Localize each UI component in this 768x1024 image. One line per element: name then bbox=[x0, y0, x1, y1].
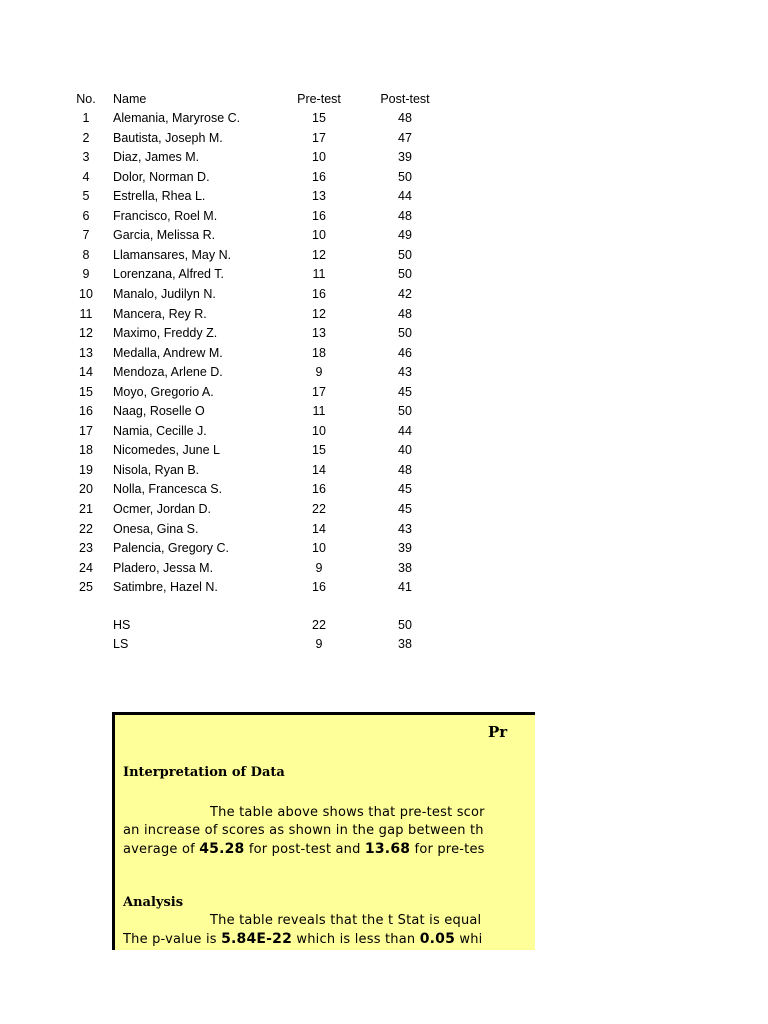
row-name: Onesa, Gina S. bbox=[113, 521, 199, 536]
row-pre-test: 14 bbox=[312, 462, 326, 477]
row-post-test: 38 bbox=[398, 560, 412, 575]
row-post-test: 41 bbox=[398, 580, 412, 595]
table-row bbox=[0, 284, 768, 304]
row-name: Estrella, Rhea L. bbox=[113, 189, 206, 204]
row-pre-test: 10 bbox=[312, 228, 326, 243]
row-name: Garcia, Melissa R. bbox=[113, 228, 216, 243]
row-post-test: 45 bbox=[398, 482, 412, 497]
table-row bbox=[0, 401, 768, 421]
row-no: 17 bbox=[79, 423, 93, 438]
row-no: 1 bbox=[82, 111, 90, 125]
row-name: Mancera, Rey R. bbox=[113, 306, 207, 321]
row-pre-test: 16 bbox=[312, 482, 326, 497]
header-post-test: Post-test bbox=[380, 92, 430, 106]
row-pre-test: 12 bbox=[312, 306, 326, 321]
row-no: 13 bbox=[79, 345, 93, 360]
table-row bbox=[0, 264, 768, 284]
row-post-test: 44 bbox=[398, 189, 412, 204]
row-no: 4 bbox=[82, 169, 90, 184]
table-row bbox=[0, 460, 768, 480]
row-post-test: 45 bbox=[398, 384, 412, 399]
row-pre-test: 9 bbox=[315, 560, 323, 575]
row-pre-test: 10 bbox=[312, 423, 326, 438]
summary-post: 50 bbox=[398, 618, 412, 632]
row-no: 12 bbox=[79, 326, 93, 341]
table-row bbox=[0, 206, 768, 226]
analysis-line-1: The table reveals that the t Stat is equal bbox=[210, 913, 482, 928]
table-row bbox=[0, 186, 768, 206]
table-row bbox=[0, 440, 768, 460]
row-post-test: 50 bbox=[398, 169, 412, 184]
row-post-test: 50 bbox=[398, 326, 412, 341]
row-post-test: 48 bbox=[398, 306, 412, 321]
summary-label: LS bbox=[113, 637, 129, 651]
row-post-test: 49 bbox=[398, 228, 412, 243]
row-no: 2 bbox=[82, 130, 90, 145]
pre-test-average: 13.68 bbox=[364, 841, 411, 857]
row-no: 20 bbox=[79, 482, 93, 497]
row-post-test: 39 bbox=[398, 541, 412, 556]
row-no: 23 bbox=[79, 541, 93, 556]
table-row bbox=[0, 538, 768, 558]
row-post-test: 50 bbox=[398, 404, 412, 419]
row-pre-test: 10 bbox=[312, 541, 326, 556]
header-name: Name bbox=[113, 92, 147, 106]
row-pre-test: 18 bbox=[312, 345, 326, 360]
summary-row-hs bbox=[0, 615, 768, 635]
row-no: 24 bbox=[79, 560, 93, 575]
row-no: 25 bbox=[79, 580, 93, 595]
row-post-test: 43 bbox=[398, 521, 412, 536]
summary-label: HS bbox=[113, 618, 131, 632]
row-name: Manalo, Judilyn N. bbox=[113, 286, 216, 301]
analysis-line-2: The p-value is 5.84E-22 which is less than 0.05 whi bbox=[123, 931, 483, 947]
row-no: 7 bbox=[82, 228, 90, 243]
header-no: No. bbox=[76, 92, 96, 106]
row-no: 8 bbox=[82, 247, 90, 262]
row-post-test: 42 bbox=[398, 286, 412, 301]
row-pre-test: 13 bbox=[312, 326, 326, 341]
row-no: 21 bbox=[79, 502, 93, 516]
interpretation-line-2: an increase of scores as shown in the gap between th bbox=[123, 823, 484, 838]
row-pre-test: 16 bbox=[312, 286, 326, 301]
interpretation-textbox bbox=[112, 712, 535, 950]
row-pre-test: 15 bbox=[312, 111, 326, 125]
table-row bbox=[0, 245, 768, 265]
table-row bbox=[0, 304, 768, 324]
row-pre-test: 17 bbox=[312, 384, 326, 399]
post-test-average: 45.28 bbox=[199, 841, 245, 857]
row-pre-test: 22 bbox=[312, 502, 326, 516]
row-no: 15 bbox=[79, 384, 93, 399]
header-pre-test: Pre-test bbox=[297, 92, 341, 106]
row-pre-test: 16 bbox=[312, 580, 326, 595]
row-pre-test: 10 bbox=[312, 150, 326, 165]
row-no: 19 bbox=[79, 462, 93, 477]
row-pre-test: 11 bbox=[312, 267, 326, 282]
row-post-test: 48 bbox=[398, 208, 412, 223]
p-value: 5.84E-22 bbox=[221, 931, 293, 947]
row-no: 6 bbox=[82, 208, 90, 223]
row-post-test: 48 bbox=[398, 111, 412, 125]
table-row bbox=[0, 382, 768, 402]
row-post-test: 43 bbox=[398, 365, 412, 380]
row-name: Francisco, Roel M. bbox=[113, 208, 218, 223]
table-row bbox=[0, 421, 768, 441]
interpretation-line-3: average of 45.28 for post-test and 13.68 for pre-tes bbox=[123, 841, 485, 857]
summary-pre: 22 bbox=[312, 618, 326, 632]
row-name: Dolor, Norman D. bbox=[113, 169, 210, 184]
row-pre-test: 16 bbox=[312, 169, 326, 184]
table-row bbox=[0, 147, 768, 167]
table-row bbox=[0, 479, 768, 499]
row-pre-test: 12 bbox=[312, 247, 326, 262]
row-no: 10 bbox=[79, 286, 93, 301]
row-post-test: 45 bbox=[398, 502, 412, 516]
row-name: Diaz, James M. bbox=[113, 150, 200, 165]
row-pre-test: 11 bbox=[312, 404, 326, 419]
table-row bbox=[0, 558, 768, 578]
row-no: 18 bbox=[79, 443, 93, 458]
row-name: Bautista, Joseph M. bbox=[113, 130, 223, 145]
row-pre-test: 14 bbox=[312, 521, 326, 536]
row-post-test: 50 bbox=[398, 247, 412, 262]
row-pre-test: 16 bbox=[312, 208, 326, 223]
table-row bbox=[0, 167, 768, 187]
table-row bbox=[0, 108, 768, 128]
row-no: 5 bbox=[82, 189, 90, 204]
row-name: Nolla, Francesca S. bbox=[113, 482, 223, 497]
row-post-test: 48 bbox=[398, 462, 412, 477]
row-pre-test: 9 bbox=[315, 365, 323, 380]
row-name: Nisola, Ryan B. bbox=[113, 462, 200, 477]
summary-post: 38 bbox=[398, 637, 412, 651]
table-row bbox=[0, 128, 768, 148]
table-header-row bbox=[0, 89, 768, 109]
interpretation-line-1: The table above shows that pre-test scor bbox=[210, 805, 485, 820]
row-post-test: 40 bbox=[398, 443, 412, 458]
table-row bbox=[0, 519, 768, 539]
row-name: Nicomedes, June L bbox=[113, 443, 221, 458]
row-name: Medalla, Andrew M. bbox=[113, 345, 223, 360]
row-name: Llamansares, May N. bbox=[113, 247, 232, 262]
table-row bbox=[0, 499, 768, 519]
interpretation-heading: Interpretation of Data bbox=[123, 765, 285, 780]
row-pre-test: 13 bbox=[312, 189, 326, 204]
table-row bbox=[0, 343, 768, 363]
row-post-test: 39 bbox=[398, 150, 412, 165]
row-no: 11 bbox=[79, 306, 93, 321]
row-post-test: 47 bbox=[398, 130, 412, 145]
alpha-value: 0.05 bbox=[419, 931, 456, 947]
summary-row-ls bbox=[0, 634, 768, 654]
row-no: 16 bbox=[79, 404, 93, 419]
row-name: Mendoza, Arlene D. bbox=[113, 365, 223, 380]
row-name: Lorenzana, Alfred T. bbox=[113, 267, 224, 282]
row-no: 3 bbox=[82, 150, 90, 165]
row-name: Naag, Roselle O bbox=[113, 404, 205, 419]
analysis-heading: Analysis bbox=[123, 895, 184, 910]
row-no: 22 bbox=[79, 521, 93, 536]
table-row bbox=[0, 323, 768, 343]
summary-pre: 9 bbox=[315, 637, 323, 651]
row-name: Ocmer, Jordan D. bbox=[113, 502, 211, 516]
row-pre-test: 15 bbox=[312, 443, 326, 458]
row-name: Moyo, Gregorio A. bbox=[113, 384, 214, 399]
row-pre-test: 17 bbox=[312, 130, 326, 145]
row-name: Satimbre, Hazel N. bbox=[113, 580, 218, 595]
row-name: Maximo, Freddy Z. bbox=[113, 326, 218, 341]
row-no: 14 bbox=[79, 365, 93, 380]
row-name: Namia, Cecille J. bbox=[113, 423, 207, 438]
table-row bbox=[0, 362, 768, 382]
table-row bbox=[0, 577, 768, 597]
row-name: Pladero, Jessa M. bbox=[113, 560, 214, 575]
row-name: Alemania, Maryrose C. bbox=[113, 111, 241, 125]
row-name: Palencia, Gregory C. bbox=[113, 541, 230, 556]
row-post-test: 46 bbox=[398, 345, 412, 360]
textbox-title: Pr bbox=[488, 723, 508, 741]
table-row bbox=[0, 225, 768, 245]
row-no: 9 bbox=[82, 267, 90, 282]
row-post-test: 44 bbox=[398, 423, 412, 438]
row-post-test: 50 bbox=[398, 267, 412, 282]
